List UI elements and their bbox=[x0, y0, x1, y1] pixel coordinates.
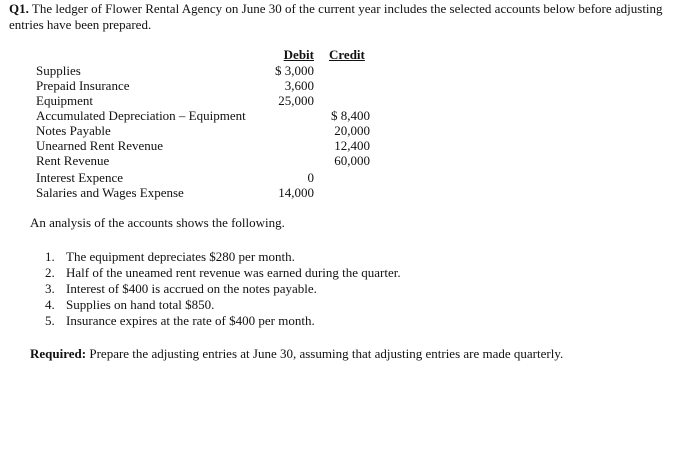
credit-value: 12,400 bbox=[334, 138, 370, 153]
required-instruction bbox=[30, 346, 563, 361]
analysis-intro: An analysis of the accounts shows the following. bbox=[30, 215, 285, 230]
credit-header: Credit bbox=[329, 47, 365, 62]
list-number: 2. bbox=[45, 265, 55, 280]
account-name: Unearned Rent Revenue bbox=[36, 138, 164, 153]
credit-value: 20,000 bbox=[334, 123, 370, 138]
list-number: 5. bbox=[45, 313, 55, 328]
account-name: Accumulated Depreciation – Equipment bbox=[36, 108, 246, 123]
account-name: Equipment bbox=[36, 93, 94, 108]
question-intro bbox=[9, 1, 689, 33]
list-number: 3. bbox=[45, 281, 55, 296]
account-name: Prepaid Insurance bbox=[36, 78, 130, 93]
account-name: Notes Payable bbox=[36, 123, 111, 138]
list-item bbox=[45, 297, 214, 312]
list-number: 4. bbox=[45, 297, 55, 312]
debit-value: 3,600 bbox=[284, 78, 314, 93]
account-name: Supplies bbox=[36, 63, 81, 78]
list-text: The equipment depreciates $280 per month. bbox=[66, 249, 295, 264]
credit-value: 60,000 bbox=[334, 153, 370, 168]
debit-value: $ 3,000 bbox=[275, 63, 314, 78]
debit-value: 25,000 bbox=[278, 93, 314, 108]
account-name: Rent Revenue bbox=[36, 153, 110, 168]
required-text: Prepare the adjusting entries at June 30, assuming that adjusting entries are made quarterly. bbox=[89, 346, 564, 361]
credit-value: $ 8,400 bbox=[331, 108, 370, 123]
list-text: Insurance expires at the rate of $400 per month. bbox=[66, 313, 315, 328]
question-label: Q1. bbox=[9, 1, 29, 16]
list-text: Supplies on hand total $850. bbox=[66, 297, 215, 312]
debit-header: Debit bbox=[283, 47, 314, 62]
required-label: Required: bbox=[30, 346, 87, 361]
account-name: Salaries and Wages Expense bbox=[36, 185, 184, 200]
account-name: Interest Expence bbox=[36, 170, 123, 185]
list-item bbox=[45, 249, 295, 264]
list-item bbox=[45, 313, 315, 328]
list-text: Interest of $400 is accrued on the notes payable. bbox=[66, 281, 317, 296]
question-text: The ledger of Flower Rental Agency on June 30 of the current year includes the selected accounts below before adjusting entries have been prepared. bbox=[9, 1, 663, 32]
list-item bbox=[45, 281, 317, 296]
list-text: Half of the uneamed rent revenue was earned during the quarter. bbox=[66, 265, 401, 280]
list-item bbox=[45, 265, 401, 280]
list-number: 1. bbox=[45, 249, 55, 264]
debit-value: 14,000 bbox=[278, 185, 314, 200]
debit-value: 0 bbox=[307, 170, 314, 185]
